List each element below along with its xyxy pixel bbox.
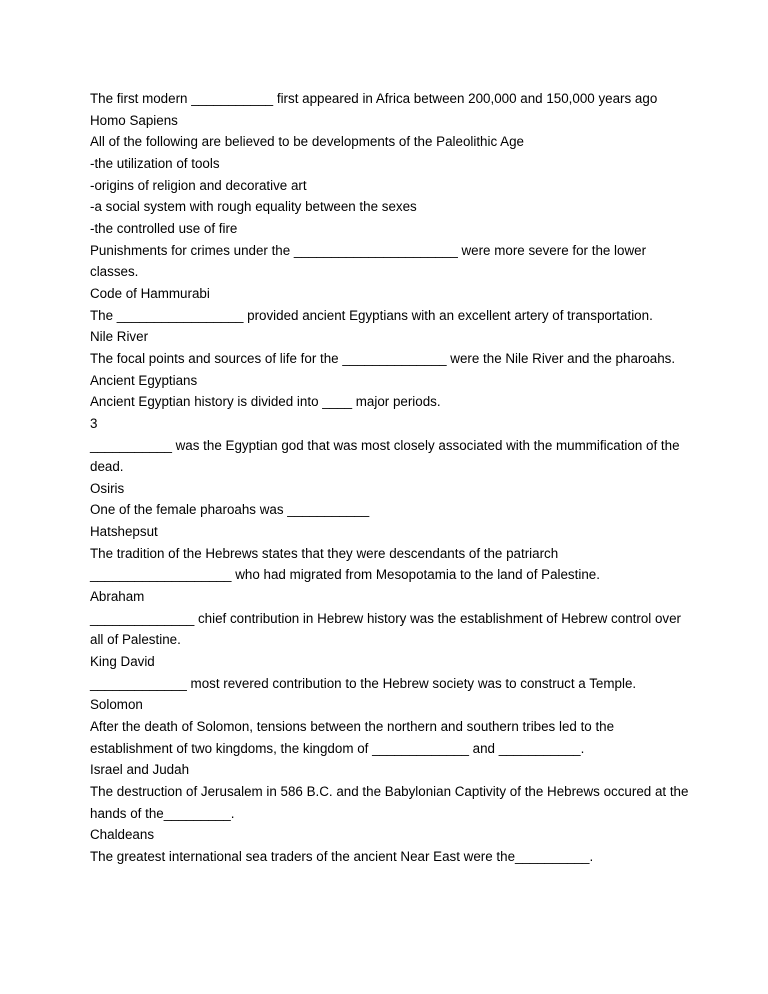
answer-text: -origins of religion and decorative art [90,177,307,193]
answer-text: Code of Hammurabi [90,285,210,301]
question-text: All of the following are believed to be developments of the Paleolithic Age [90,134,524,150]
answer-text: Ancient Egyptians [90,372,198,388]
answer-text: King David [90,654,155,670]
answer-text: Hatshepsut [90,524,158,540]
answer-text: Solomon [90,697,143,713]
answer-text: -a social system with rough equality between the sexes [90,199,417,215]
question-text: ______________ chief contribution in Hebrew history was the establishment of Hebrew control over all of Palestine. [90,610,685,648]
question-text: After the death of Solomon, tensions between the northern and southern tribes led to the establishment of two kingdoms, the kingdom of _____________ and ___________. [90,719,618,756]
question-text: The first modern ___________ first appeared in Africa between 200,000 and 150,000 years ago [90,91,658,106]
question-text: Ancient Egyptian history is divided into ____ major periods. [90,394,441,410]
question-text: The greatest international sea traders of the ancient Near East were the__________. [90,848,594,864]
question-text: Punishments for crimes under the ______________________ were more severe for the lower classes. [90,242,650,280]
question-text: _____________ most revered contribution to the Hebrew society was to construct a Temple. [90,675,637,691]
answer-text: Nile River [90,329,149,345]
answer-text: Homo Sapiens [90,112,178,128]
answer-text: -the utilization of tools [90,155,220,171]
question-text: ___________ was the Egyptian god that was most closely associated with the mummification of the dead. [90,437,684,475]
question-text: The destruction of Jerusalem in 586 B.C. and the Babylonian Captivity of the Hebrews occured at the hands of the_________. [90,784,693,821]
answer-text: -the controlled use of fire [90,220,238,236]
document-page [90,88,693,868]
question-text: The tradition of the Hebrews states that they were descendants of the patriarch ___________________ who had migrated from Mesopotamia to the land of Palestine. [90,545,600,583]
question-text: One of the female pharoahs was ___________ [90,502,370,518]
answer-text: 3 [90,415,98,431]
question-text: The _________________ provided ancient Egyptians with an excellent artery of transportation. [90,307,653,323]
answer-text: Abraham [90,589,145,605]
answer-text: Israel and Judah [90,762,190,778]
answer-text: Chaldeans [90,827,155,843]
question-text: The focal points and sources of life for the ______________ were the Nile River and the pharoahs. [90,350,676,366]
answer-text: Osiris [90,480,125,496]
